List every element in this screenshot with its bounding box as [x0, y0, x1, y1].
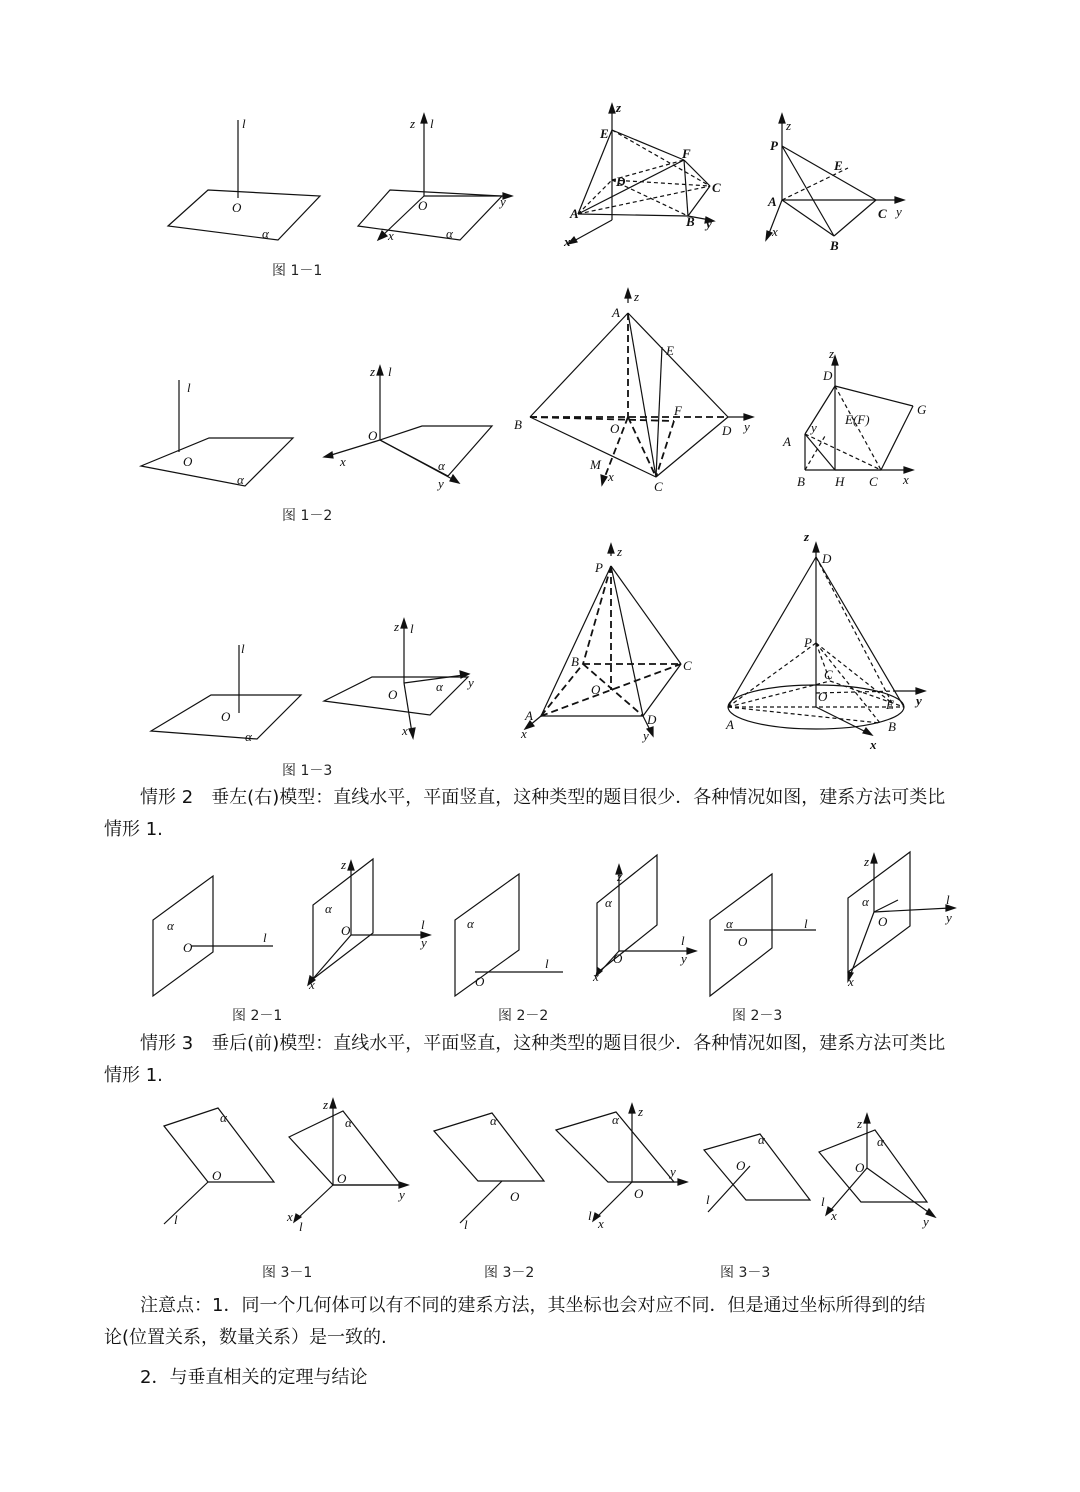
svg-text:z: z: [370, 364, 376, 379]
svg-text:A: A: [726, 717, 734, 732]
svg-text:α: α: [438, 458, 445, 473]
case2-line-2: 情形 1.: [104, 819, 163, 840]
note-line-1: 注意点：1．同一个几何体可以有不同的建系方法，其坐标也会对应不同．但是通过坐标所得到的结: [140, 1295, 926, 1316]
svg-text:y: y: [681, 951, 687, 966]
svg-text:H: H: [835, 474, 845, 489]
svg-text:O: O: [738, 934, 748, 949]
svg-text:y: y: [946, 910, 952, 925]
svg-text:l: l: [588, 1208, 592, 1223]
svg-text:l: l: [804, 916, 808, 931]
svg-text:B: B: [514, 417, 522, 432]
svg-text:z: z: [864, 854, 870, 869]
svg-text:l: l: [706, 1192, 710, 1207]
svg-text:x: x: [402, 723, 408, 738]
svg-text:z: z: [617, 544, 623, 559]
fig-3-1-a: [160, 1100, 280, 1230]
svg-text:P: P: [804, 635, 812, 650]
svg-text:O: O: [221, 709, 231, 724]
svg-text:C: C: [712, 180, 721, 195]
svg-text:x: x: [564, 234, 571, 249]
svg-text:l: l: [187, 380, 191, 395]
svg-text:α: α: [877, 1134, 884, 1149]
svg-text:α: α: [345, 1115, 352, 1130]
caption-fig-1-1: 图 1－1: [272, 263, 323, 279]
svg-text:P: P: [770, 138, 778, 153]
svg-text:D: D: [823, 368, 833, 383]
svg-text:A: A: [783, 434, 791, 449]
caption-fig-3-1: 图 3－1: [262, 1265, 313, 1281]
caption-fig-2-3: 图 2－3: [732, 1008, 783, 1024]
svg-text:l: l: [388, 364, 392, 379]
caption-fig-2-2: 图 2－2: [498, 1008, 549, 1024]
svg-text:O: O: [418, 198, 428, 213]
svg-text:B: B: [888, 719, 896, 734]
svg-text:F: F: [682, 146, 691, 161]
svg-text:E(F): E(F): [845, 412, 870, 427]
svg-text:F: F: [674, 403, 682, 418]
fig-2-2-b: [585, 855, 705, 995]
svg-text:P: P: [595, 560, 603, 575]
fig-1-3-a: [145, 635, 310, 750]
svg-text:x: x: [309, 977, 315, 992]
svg-text:y: y: [896, 204, 902, 219]
svg-text:B: B: [797, 474, 805, 489]
svg-text:E: E: [886, 697, 894, 712]
fig-1-3-b: [318, 615, 493, 740]
svg-text:x: x: [903, 472, 909, 487]
svg-text:x: x: [608, 469, 614, 484]
svg-text:x: x: [848, 974, 854, 989]
svg-text:O: O: [368, 428, 378, 443]
svg-text:y: y: [438, 476, 444, 491]
svg-text:y: y: [744, 419, 750, 434]
svg-text:A: A: [612, 305, 620, 320]
svg-text:O: O: [510, 1189, 520, 1204]
fig-1-1-c: [560, 100, 730, 250]
fig-2-3-b: [840, 850, 965, 990]
svg-text:α: α: [436, 679, 443, 694]
svg-text:O: O: [610, 421, 620, 436]
svg-text:z: z: [634, 289, 640, 304]
svg-text:z: z: [341, 857, 347, 872]
fig-1-2-c: [510, 285, 760, 495]
svg-text:l: l: [430, 116, 434, 131]
fig-2-1-b: [295, 855, 440, 1000]
svg-text:z: z: [323, 1097, 329, 1112]
svg-text:α: α: [325, 901, 332, 916]
paragraph-case-2: [104, 782, 984, 846]
svg-text:z: z: [804, 529, 810, 544]
svg-text:y: y: [706, 216, 712, 231]
svg-text:B: B: [571, 654, 579, 669]
svg-text:A: A: [768, 194, 777, 209]
svg-text:O: O: [634, 1186, 644, 1201]
svg-text:D: D: [647, 712, 657, 727]
svg-text:O: O: [878, 914, 888, 929]
svg-text:O: O: [388, 687, 398, 702]
svg-text:y: y: [643, 728, 649, 743]
fig-3-1-b: [285, 1095, 415, 1235]
svg-text:O: O: [232, 200, 242, 215]
svg-text:y: y: [468, 675, 474, 690]
svg-text:α: α: [446, 226, 453, 241]
caption-fig-2-1: 图 2－1: [232, 1008, 283, 1024]
svg-text:x: x: [772, 224, 778, 239]
svg-text:C: C: [654, 479, 663, 494]
svg-text:x: x: [521, 726, 527, 741]
svg-text:y: y: [500, 194, 506, 209]
fig-1-1-b: [350, 110, 530, 250]
svg-text:l: l: [174, 1212, 178, 1227]
svg-text:z: z: [410, 116, 416, 131]
fig-3-2-a: [430, 1105, 550, 1230]
svg-text:y: y: [421, 935, 427, 950]
svg-text:α: α: [612, 1112, 619, 1127]
svg-text:O: O: [475, 974, 485, 989]
fig-1-2-d: [775, 340, 935, 490]
svg-text:z: z: [829, 346, 835, 361]
svg-text:z: z: [616, 100, 622, 115]
svg-text:x: x: [388, 228, 394, 243]
svg-text:z: z: [617, 869, 623, 884]
svg-text:l: l: [545, 956, 549, 971]
svg-text:l: l: [421, 917, 425, 932]
caption-fig-1-2: 图 1－2: [282, 508, 333, 524]
fig-1-3-c: [515, 540, 705, 743]
svg-text:E: E: [666, 343, 674, 358]
fig-1-1-d: [760, 110, 920, 260]
case3-line-2: 情形 1.: [104, 1065, 163, 1086]
case3-line-1: 情形 3 垂后(前)模型：直线水平，平面竖直，这种类型的题目很少．各种情况如图，建系方法可类比: [140, 1033, 946, 1054]
svg-text:D: D: [722, 423, 732, 438]
svg-text:α: α: [605, 895, 612, 910]
svg-text:z: z: [394, 619, 400, 634]
caption-fig-3-3: 图 3－3: [720, 1265, 771, 1281]
caption-fig-1-3: 图 1－3: [282, 763, 333, 779]
fig-2-3-a: [700, 870, 825, 1000]
svg-text:O: O: [818, 689, 828, 704]
svg-text:α: α: [262, 226, 269, 241]
fig-1-2-b: [318, 360, 503, 500]
fig-1-2-a: [135, 370, 305, 500]
svg-text:l: l: [263, 930, 267, 945]
svg-text:z: z: [786, 118, 792, 133]
svg-text:A: A: [525, 708, 533, 723]
svg-text:y: y: [916, 693, 922, 708]
svg-text:E: E: [834, 158, 843, 173]
svg-text:α: α: [726, 916, 733, 931]
svg-text:z: z: [638, 1104, 644, 1119]
svg-text:C: C: [683, 658, 692, 673]
fig-2-1-a: [145, 870, 280, 1000]
svg-text:O: O: [591, 682, 601, 697]
svg-text:M: M: [590, 457, 601, 472]
svg-text:O: O: [183, 454, 193, 469]
svg-text:A: A: [570, 206, 579, 221]
svg-text:O: O: [183, 940, 193, 955]
svg-text:O: O: [736, 1158, 746, 1173]
svg-text:y: y: [923, 1214, 929, 1229]
svg-text:E: E: [600, 126, 609, 141]
svg-text:C: C: [878, 206, 887, 221]
svg-text:C: C: [869, 474, 878, 489]
svg-text:D: D: [822, 551, 832, 566]
svg-text:l: l: [821, 1194, 825, 1209]
fig-3-2-b: [552, 1100, 692, 1235]
case2-line-1: 情形 2 垂左(右)模型：直线水平，平面竖直，这种类型的题目很少．各种情况如图，建系方法可类比: [140, 787, 946, 808]
svg-text:D: D: [616, 174, 626, 189]
svg-text:l: l: [410, 621, 414, 636]
svg-text:x: x: [598, 1216, 604, 1231]
svg-text:O: O: [212, 1168, 222, 1183]
svg-text:O: O: [855, 1160, 865, 1175]
paragraph-case-3: [104, 1028, 984, 1092]
svg-text:α: α: [167, 918, 174, 933]
paragraph-item-2: 2．与垂直相关的定理与结论: [140, 1367, 368, 1388]
fig-3-3-b: [815, 1110, 950, 1235]
svg-text:x: x: [340, 454, 346, 469]
svg-text:x: x: [831, 1208, 837, 1223]
svg-text:x: x: [593, 969, 599, 984]
svg-text:y: y: [670, 1164, 676, 1179]
svg-text:y: y: [399, 1187, 405, 1202]
svg-text:α: α: [490, 1113, 497, 1128]
svg-text:α: α: [237, 472, 244, 487]
svg-text:x: x: [870, 737, 877, 752]
svg-text:O: O: [341, 923, 351, 938]
fig-2-2-a: [445, 870, 570, 1000]
fig-1-3-d: [720, 525, 935, 750]
svg-text:y: y: [811, 420, 817, 435]
fig-1-1-a: [160, 110, 330, 250]
svg-text:l: l: [946, 892, 950, 907]
svg-text:l: l: [299, 1219, 303, 1234]
svg-text:l: l: [681, 933, 685, 948]
svg-text:O: O: [613, 951, 623, 966]
svg-text:α: α: [245, 729, 252, 744]
svg-text:l: l: [464, 1217, 468, 1232]
svg-text:B: B: [830, 238, 839, 253]
svg-text:O: O: [337, 1171, 347, 1186]
fig-3-3-a: [700, 1120, 815, 1220]
svg-text:l: l: [241, 641, 245, 656]
svg-text:C: C: [824, 667, 833, 682]
svg-text:z: z: [857, 1116, 863, 1131]
svg-text:α: α: [758, 1132, 765, 1147]
caption-fig-3-2: 图 3－2: [484, 1265, 535, 1281]
svg-text:l: l: [242, 116, 246, 131]
svg-text:x: x: [287, 1209, 293, 1224]
note-line-2: 论(位置关系，数量关系）是一致的.: [104, 1327, 387, 1348]
svg-text:α: α: [467, 916, 474, 931]
svg-text:G: G: [917, 402, 927, 417]
svg-text:B: B: [686, 214, 695, 229]
svg-text:α: α: [220, 1110, 227, 1125]
svg-text:α: α: [862, 894, 869, 909]
